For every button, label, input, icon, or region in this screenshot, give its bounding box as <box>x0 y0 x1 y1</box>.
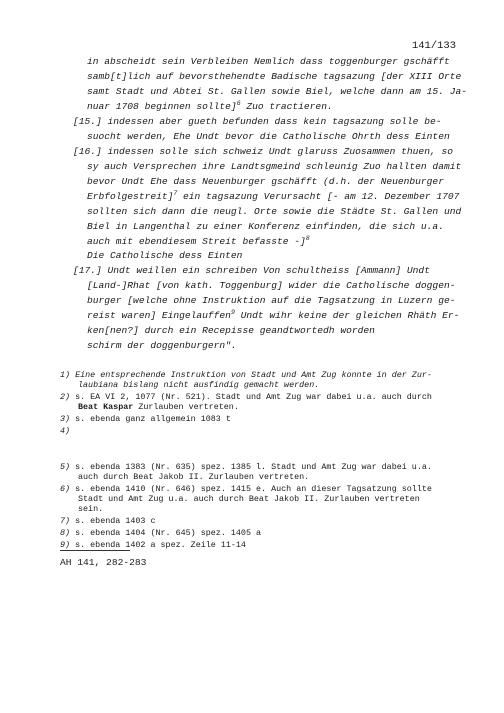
footnote-number: 8) <box>60 528 76 538</box>
text-line: Erbfolgestreit]$^7$ ein tagsazung Verursacht [- am 12. Dezember 1707 <box>87 190 460 202</box>
footnote-line: 3) s. ebenda ganz allgemein 1083 t <box>60 414 231 424</box>
footnote-number: 1) <box>60 370 76 380</box>
footnote-number: 6) <box>60 484 76 494</box>
text-line: samb[t]lich auf bevorsthehendte Badische tagsazung [der XIII Orte <box>87 71 462 82</box>
footnote-line <box>60 426 70 436</box>
text-line: in abscheidt sein Verbleiben Nemlich dass toggenburger gschäfft <box>87 56 450 67</box>
separator-rule <box>60 550 130 551</box>
footnote-marker: 9 <box>230 309 235 316</box>
text-line: schirm der doggenburgern". <box>87 340 237 351</box>
text-line: sy auch Versprechen ihre Landtsgmeind schleunig Zuo hallten damit <box>87 161 462 172</box>
page-number: 141/133 <box>411 40 456 52</box>
text-line: bevor Undt Ehe dass Neuenburger gschäfft (d.h. der Neuenburger <box>87 176 444 187</box>
text-line: samt Stadt und Abtei St. Gallen sowie Biel, welche dann am 15. Ja- <box>87 86 467 97</box>
footnote-line: 5) s. ebenda 1383 (Nr. 635) spez. 1385 l. Stadt und Amt Zug war dabei u.a. <box>60 462 432 472</box>
text-line: nuar 1708 beginnen sollte]$^6$ Zuo tractieren. <box>87 100 333 112</box>
footnote-line: 8) s. ebenda 1404 (Nr. 645) spez. 1405 a <box>60 528 262 538</box>
footnote-number: 9) <box>60 540 76 550</box>
footnote-line: sein. <box>78 504 104 514</box>
text-line: suocht werden, Ehe Undt bevor die Catholische Ohrth dess Einten <box>87 131 450 142</box>
text-line: Biel in Langenthal zu einer Konferenz einfinden, die sich u.a. <box>87 221 444 232</box>
footnote-line: 9) s. ebenda 1402 a spez. Zeile 11-14 <box>60 540 246 550</box>
footnote-line <box>78 380 319 390</box>
footnote-number: 4) <box>60 426 71 436</box>
text-line: [16.] indessen solle sich schweiz Undt glaruss Zuosammen thuen, so <box>73 146 453 157</box>
text-line: reist waren] Eingelauffen$^9$ Undt wihr keine der gleichen Rhäth Er- <box>87 309 460 321</box>
footnote-line: Stadt und Amt Zug u.a. auch durch Beat Jakob II. Zurlauben vertreten <box>78 494 420 504</box>
footnote-line: 2) s. EA VI 2, 1077 (Nr. 521). Stadt und Amt Zug war dabei u.a. auch durch <box>60 392 432 402</box>
footnote-line: 6) s. ebenda 1410 (Nr. 646) spez. 1415 e. Auch an dieser Tagsatzung sollte <box>60 484 432 494</box>
footnote-number: 3) <box>60 414 76 424</box>
text-line: [Land-]Rhat [von kath. Toggenburg] wider die Catholische doggen- <box>87 280 456 291</box>
footnote-marker: 7 <box>173 190 178 197</box>
footnote-line: Beat Kaspar Zurlauben vertreten. <box>78 402 239 412</box>
footnote-line: 7) s. ebenda 1403 c <box>60 516 156 526</box>
text-line: auch mit ebendiesem Streit befasste -]$^8$ <box>87 235 310 247</box>
footnote-line: auch durch Beat Jakob II. Zurlauben vertreten. <box>78 472 310 482</box>
archive-reference: AH 141, 282-283 <box>60 557 147 568</box>
text-line: [17.] Undt weillen ein schreiben Von schultheiss [Ammann] Undt <box>73 265 430 276</box>
text-line: [15.] indessen aber gueth befunden dass kein tagsazung solle be- <box>73 116 442 127</box>
text-line: Die Catholische dess Einten <box>87 250 243 261</box>
footnote-number: 2) <box>60 392 76 402</box>
footnote-line <box>60 370 432 380</box>
footnote-marker: 8 <box>305 235 310 242</box>
footnote-marker: 6 <box>236 100 241 107</box>
italic-text: Eine entsprechende Instruktion von Stadt und Amt Zug konnte in der Zur- <box>75 370 432 380</box>
footnote-number: 7) <box>60 516 76 526</box>
bold-text: Beat Kaspar <box>78 402 134 412</box>
text-line: burger [welche ohne Instruktion auf die Tagsatzung in Luzern ge- <box>87 295 456 306</box>
text-line: ken[nen?] durch ein Recepisse geandtwortedh worden <box>87 325 375 336</box>
italic-text: laubiana bislang nicht ausfindig gemacht werden. <box>78 380 320 390</box>
text-line: sollten sich dann die neugl. Orte sowie die Städte St. Gallen und <box>87 206 462 217</box>
footnote-number: 5) <box>60 462 76 472</box>
